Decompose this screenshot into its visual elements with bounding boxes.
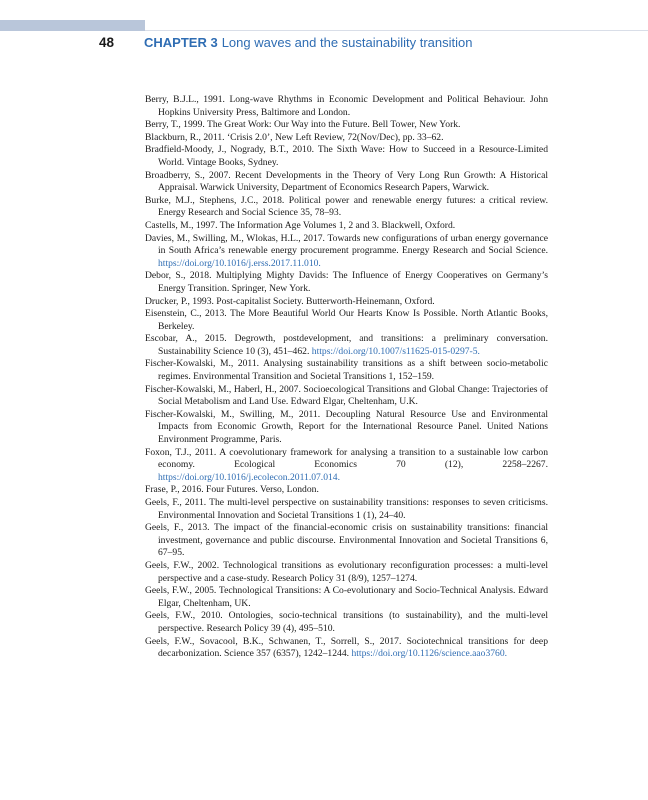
- reference-entry: Geels, F.W., 2010. Ontologies, socio-technical transitions (to sustainability), and the multi-level perspective. Research Policy 39 (4), 495–510.: [145, 610, 548, 634]
- reference-entry: Burke, M.J., Stephens, J.C., 2018. Political power and renewable energy futures: a critical review. Energy Research and Social Science 35, 78–93.: [145, 194, 548, 219]
- chapter-title: Long waves and the sustainability transition: [221, 35, 473, 50]
- reference-entry: Escobar, A., 2015. Degrowth, postdevelopment, and transitions: a preliminary conversation. Sustainability Science 10 (3), 451–462. https://doi.org/10.1007/s11625-015-0297-5.: [145, 333, 548, 357]
- reference-entry: Geels, F., 2011. The multi-level perspective on sustainability transitions: responses to seven criticisms. Environmental Innovation and Societal Transitions 1 (1), 24–40.: [145, 497, 548, 521]
- reference-entry: Fischer-Kowalski, M., 2011. Analysing sustainability transitions as a shift between socio-metabolic regimes. Environmental Transition and Societal Transitions 1, 152–159.: [145, 358, 548, 383]
- reference-entry: Davies, M., Swilling, M., Wlokas, H.L., 2017. Towards new configurations of urban energy governance in South Africa’s renewable energy procurement programme. Energy Research and Social Science. https://doi.org/10.1016/j.erss.2017.11.010.: [145, 232, 548, 269]
- reference-entry: Geels, F., 2013. The impact of the financial-economic crisis on sustainability transitions: financial investment, governance and public discourse. Environmental Innovation and Societal Transitions 6, 67–95.: [145, 522, 548, 559]
- chapter-label: CHAPTER 3: [144, 35, 218, 50]
- reference-entry: Fischer-Kowalski, M., Swilling, M., 2011. Decoupling Natural Resource Use and Environmental Impacts from Economic Growth, Report for the International Resource Panel. United Nations Environment Programme, Paris.: [145, 408, 548, 446]
- page-number: 48: [99, 35, 115, 50]
- reference-entry: Debor, S., 2018. Multiplying Mighty Davids: The Influence of Energy Cooperatives on Germany’s Energy Transition. Springer, New York.: [145, 270, 548, 294]
- reference-entry: Eisenstein, C., 2013. The More Beautiful World Our Hearts Know Is Possible. North Atlantic Books, Berkeley.: [145, 308, 548, 332]
- reference-entry: Berry, T., 1999. The Great Work: Our Way into the Future. Bell Tower, New York.: [145, 119, 461, 131]
- doi-link[interactable]: https://doi.org/10.1016/j.ecolecon.2011.07.014.: [158, 471, 340, 483]
- reference-entry: Blackburn, R., 2011. ‘Crisis 2.0’, New Left Review, 72(Nov/Dec), pp. 33–62.: [145, 131, 444, 143]
- reference-entry: Drucker, P., 1993. Post-capitalist Society. Butterworth-Heinemann, Oxford.: [145, 295, 435, 307]
- reference-entry: Geels, F.W., 2005. Technological Transitions: A Co-evolutionary and Socio-Technical Analysis. Edward Elgar, Cheltenham, UK.: [145, 585, 548, 609]
- doi-link[interactable]: https://doi.org/10.1007/s11625-015-0297-5.: [311, 345, 480, 357]
- reference-entry: Frase, P., 2016. Four Futures. Verso, London.: [145, 484, 319, 496]
- header-accent-bar: [0, 20, 145, 31]
- reference-entry: Geels, F.W., Sovacool, B.K., Schwanen, T., Sorrell, S., 2017. Sociotechnical transitions for deep decarbonization. Science 357 (6357), 1242–1244. https://doi.org/10.1126/science.aao3760.: [145, 635, 548, 660]
- reference-entry: Castells, M., 1997. The Information Age Volumes 1, 2 and 3. Blackwell, Oxford.: [145, 219, 456, 231]
- reference-entry: Bradfield-Moody, J., Nogrady, B.T., 2010. The Sixth Wave: How to Succeed in a Resource-Limited World. Vintage Books, Sydney.: [145, 144, 548, 168]
- header-rule: [145, 30, 648, 31]
- reference-entry: Foxon, T.J., 2011. A coevolutionary framework for analysing a transition to a sustainable low carbon economy. Ecological Economics 70 (12), 2258–2267. https://doi.org/10.1016/j.ecolecon.2011.07.014.: [145, 446, 548, 483]
- doi-link[interactable]: https://doi.org/10.1016/j.erss.2017.11.010.: [158, 257, 321, 269]
- reference-entry: Fischer-Kowalski, M., Haberl, H., 2007. Socioecological Transitions and Global Change: Trajectories of Social Metabolism and Land Use. Edward Elgar, Cheltenham, U.K.: [145, 383, 548, 408]
- reference-entry: Geels, F.W., 2002. Technological transitions as evolutionary reconfiguration processes: a multi-level perspective and a case-study. Research Policy 31 (8/9), 1257–1274.: [145, 559, 548, 584]
- reference-list: [145, 94, 548, 661]
- reference-entry: Berry, B.J.L., 1991. Long-wave Rhythms in Economic Development and Political Behaviour. John Hopkins University Press, Baltimore and London.: [145, 94, 548, 118]
- running-header: [99, 35, 472, 50]
- doi-link[interactable]: https://doi.org/10.1126/science.aao3760.: [351, 648, 508, 660]
- reference-entry: Broadberry, S., 2007. Recent Developments in the Theory of Very Long Run Growth: A Historical Appraisal. Warwick University, Department of Economics Research Papers, Warwick.: [145, 169, 548, 194]
